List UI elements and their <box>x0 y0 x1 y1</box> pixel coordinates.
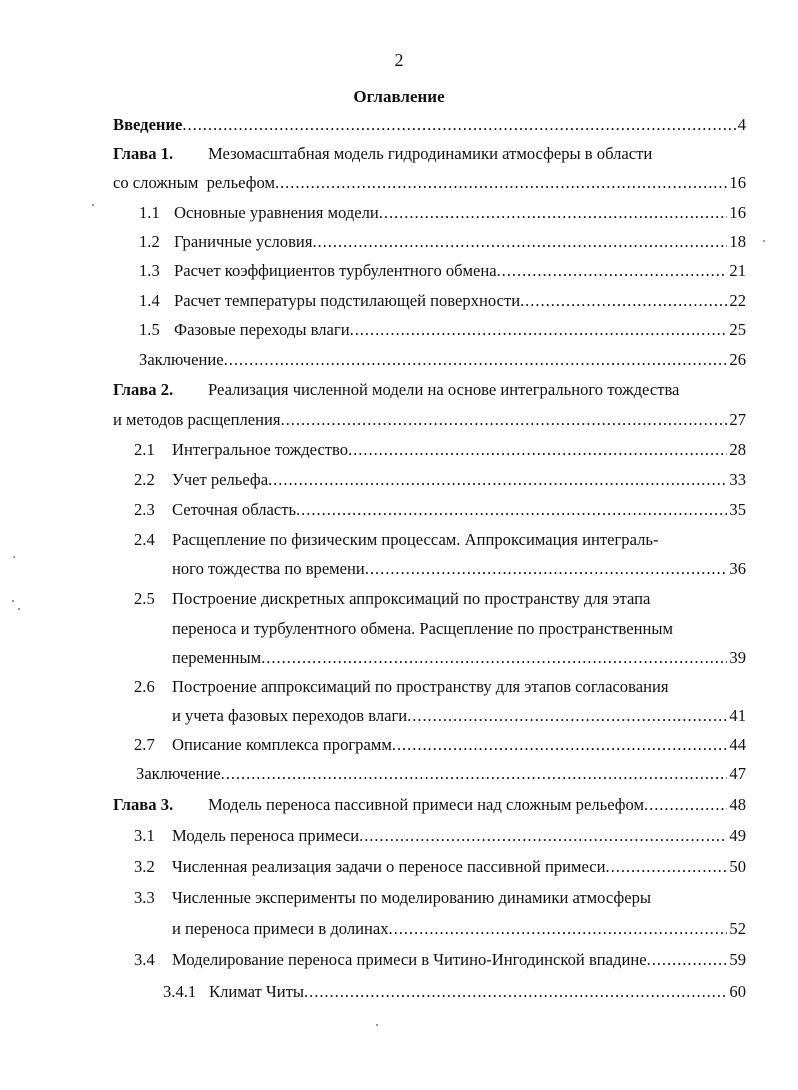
chapter-label: Глава 3. <box>113 795 174 814</box>
dot-leader <box>182 115 735 135</box>
dot-leader <box>261 648 727 668</box>
toc-entry-3-3 <box>172 919 746 941</box>
page-ref: 52 <box>729 919 746 938</box>
scan-speck <box>376 1024 378 1026</box>
section-title: Расщепление по физическим процессам. Аппроксимация интеграль- <box>172 530 659 549</box>
page-ref: 22 <box>729 291 746 310</box>
dot-leader <box>275 173 727 193</box>
toc-entry-3-4 <box>134 950 746 972</box>
scan-speck <box>13 556 15 558</box>
page-ref: 59 <box>729 950 746 969</box>
scan-speck <box>92 204 94 206</box>
page-ref: 47 <box>729 764 746 783</box>
scan-speck <box>12 600 14 602</box>
toc-entry-chapter-2 <box>113 410 746 432</box>
intro-label: Введение <box>113 115 183 134</box>
toc-entry-intro <box>113 115 746 137</box>
chapter-title-cont: со сложным рельефом <box>113 173 275 192</box>
chapter-title: Модель переноса пассивной примеси над сложным рельефом <box>208 795 644 814</box>
page-ref: 16 <box>729 173 746 192</box>
section-title: Построение аппроксимаций по пространству для этапов согласования <box>172 677 669 696</box>
section-title-cont: переменным <box>172 648 262 667</box>
section-number: 2.5 <box>134 589 155 608</box>
section-title: Заключение <box>139 350 224 369</box>
page-ref: 48 <box>729 795 746 814</box>
page-ref: 60 <box>729 982 746 1001</box>
section-number: 3.1 <box>134 826 155 845</box>
section-number: 1.3 <box>139 261 160 280</box>
page-ref: 4 <box>737 115 746 134</box>
toc-entry-1-2 <box>139 232 746 254</box>
scan-speck <box>763 240 765 242</box>
dot-leader <box>304 982 727 1002</box>
page-ref: 16 <box>729 203 746 222</box>
dot-leader <box>644 795 727 815</box>
toc-entry-1-5 <box>139 320 746 342</box>
dot-leader <box>312 232 727 252</box>
section-number: 2.2 <box>134 470 155 489</box>
section-title-cont: переноса и турбулентного обмена. Расщепление по пространственным <box>172 619 673 638</box>
toc-entry-2-conclusion <box>136 764 746 786</box>
chapter-label: Глава 2. <box>113 380 174 399</box>
page-ref: 27 <box>729 410 746 429</box>
page-ref: 33 <box>729 470 746 489</box>
dot-leader <box>497 261 728 281</box>
page-ref: 36 <box>729 559 746 578</box>
dot-leader <box>379 203 728 223</box>
section-title: Основные уравнения модели <box>174 203 379 222</box>
toc-entry-2-4-line1 <box>134 530 659 552</box>
toc-entry-2-6-line1 <box>134 677 668 699</box>
section-number: 3.4 <box>134 950 155 969</box>
section-number: 1.4 <box>139 291 160 310</box>
section-number: 2.7 <box>134 735 155 754</box>
toc-entry-2-3 <box>134 500 746 522</box>
dot-leader <box>365 559 728 579</box>
section-number: 2.6 <box>134 677 155 696</box>
toc-entry-1-1 <box>139 203 746 225</box>
section-title: Расчет температуры подстилающей поверхности <box>174 291 521 310</box>
toc-entry-2-5-line1 <box>134 589 650 611</box>
section-number: 2.3 <box>134 500 155 519</box>
toc-entry-1-conclusion <box>139 350 746 372</box>
section-number: 3.2 <box>134 857 155 876</box>
section-title: Модель переноса примеси <box>172 826 360 845</box>
toc-heading: Оглавление <box>353 87 445 106</box>
toc-entry-chapter-3 <box>113 795 746 817</box>
section-title: Численная реализация задачи о переносе пассивной примеси <box>172 857 606 876</box>
dot-leader <box>268 470 727 490</box>
section-title: Моделирование переноса примеси в Читино-Ингодинской впадине <box>172 950 647 969</box>
toc-entry-3-4-1 <box>163 982 746 1004</box>
dot-leader <box>224 350 728 370</box>
page-ref: 44 <box>729 735 746 754</box>
page-ref: 41 <box>729 706 746 725</box>
page-ref: 28 <box>729 440 746 459</box>
dot-leader <box>407 706 727 726</box>
section-title: Климат Читы <box>209 982 305 1001</box>
section-title: Граничные условия <box>174 232 313 251</box>
section-title-cont: и переноса примеси в долинах <box>172 919 389 938</box>
dot-leader <box>281 410 728 430</box>
chapter-title: Мезомасштабная модель гидродинамики атмосферы в области <box>208 144 653 163</box>
scan-speck <box>18 608 20 610</box>
chapter-label: Глава 1. <box>113 144 174 163</box>
dot-leader <box>647 950 728 970</box>
toc-entry-1-3 <box>139 261 746 283</box>
page-ref: 35 <box>729 500 746 519</box>
section-title: Заключение <box>136 764 221 783</box>
toc-entry-2-5 <box>172 648 746 670</box>
chapter-title: Реализация численной модели на основе интегрального тождества <box>208 380 680 399</box>
page-ref: 39 <box>729 648 746 667</box>
dot-leader <box>606 857 728 877</box>
chapter-title-cont: и методов расщепления <box>113 410 281 429</box>
section-number: 1.2 <box>139 232 160 251</box>
section-title: Построение дискретных аппроксимаций по пространству для этапа <box>172 589 651 608</box>
section-title: Сеточная область <box>172 500 297 519</box>
dot-leader <box>359 826 727 846</box>
page-ref: 50 <box>729 857 746 876</box>
section-number: 2.1 <box>134 440 155 459</box>
section-title-cont: и учета фазовых переходов влаги <box>172 706 408 725</box>
toc-entry-3-1 <box>134 826 746 848</box>
toc-entry-3-3-line1 <box>134 888 651 910</box>
section-title: Численные эксперименты по моделированию динамики атмосферы <box>172 888 652 907</box>
section-title: Описание комплекса программ <box>172 735 392 754</box>
toc-entry-2-7 <box>134 735 746 757</box>
toc-entry-2-1 <box>134 440 746 462</box>
section-number: 1.1 <box>139 203 160 222</box>
page-ref: 49 <box>729 826 746 845</box>
page-ref: 18 <box>729 232 746 251</box>
chapter-2-heading <box>113 380 679 402</box>
section-title: Фазовые переходы влаги <box>174 320 350 339</box>
toc-entry-2-2 <box>134 470 746 492</box>
section-number: 1.5 <box>139 320 160 339</box>
dot-leader <box>348 440 727 460</box>
dot-leader <box>389 919 728 939</box>
toc-entry-1-4 <box>139 291 746 313</box>
page-number: 2 <box>394 50 404 70</box>
dot-leader <box>350 320 728 340</box>
toc-entry-2-5-line2 <box>172 619 673 641</box>
toc-entry-chapter-1 <box>113 173 746 195</box>
section-title: Интегральное тождество <box>172 440 349 459</box>
page-ref: 25 <box>729 320 746 339</box>
section-title: Учет рельефа <box>172 470 269 489</box>
dot-leader <box>221 764 728 784</box>
section-title: Расчет коэффициентов турбулентного обмена <box>174 261 497 280</box>
section-number: 3.4.1 <box>163 982 197 1001</box>
dot-leader <box>392 735 728 755</box>
section-number: 2.4 <box>134 530 155 549</box>
section-title-cont: ного тождества по времени <box>172 559 365 578</box>
toc-entry-2-4 <box>172 559 746 581</box>
toc-entry-3-2 <box>134 857 746 879</box>
dot-leader <box>296 500 727 520</box>
section-number: 3.3 <box>134 888 155 907</box>
chapter-1-heading <box>113 144 652 166</box>
toc-entry-2-6 <box>172 706 746 728</box>
page-ref: 21 <box>729 261 746 280</box>
page-ref: 26 <box>729 350 746 369</box>
dot-leader <box>520 291 727 311</box>
